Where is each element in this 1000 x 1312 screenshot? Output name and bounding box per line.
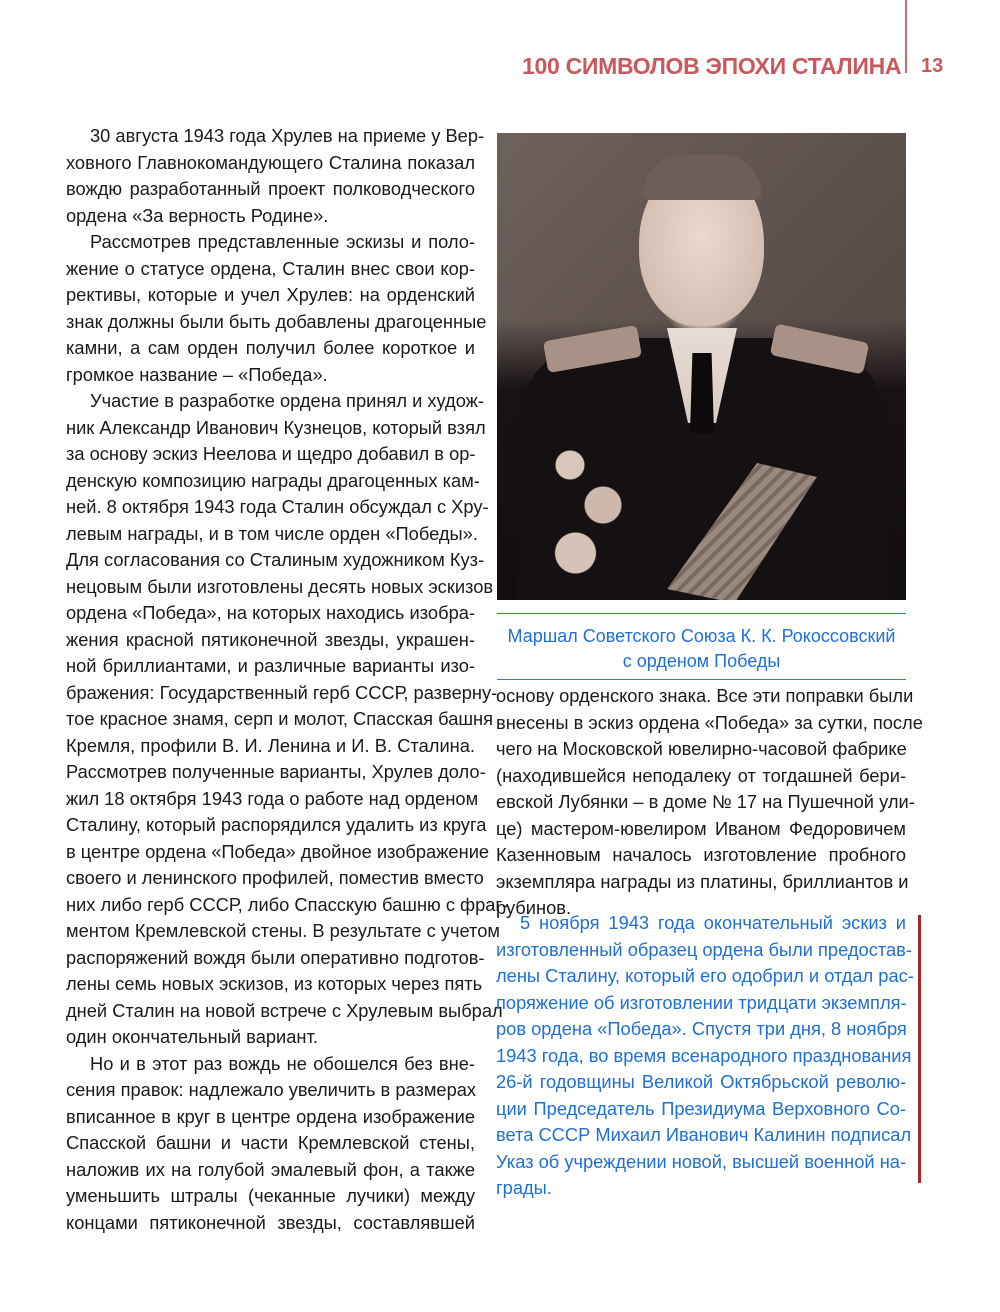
text-line: знак должны были быть добавлены драгоценные — [66, 310, 487, 332]
left-column-text — [66, 123, 509, 1236]
text-line: денскую композицию награды драгоценных кам- — [66, 469, 480, 491]
text-line: 5 ноября 1943 года окончательный эскиз и — [520, 912, 906, 933]
text-line: жение о статусе ордена, Сталин внес свои кор- — [66, 257, 475, 279]
text-line: ции Председатель Президиума Верховного Со- — [496, 1097, 906, 1119]
text-line: один окончательный вариант. — [66, 1026, 318, 1047]
caption-line-2: с орденом Победы — [622, 651, 781, 671]
highlighted-paragraph — [496, 910, 914, 1202]
text-line: це) мастером-ювелиром Иваном Федоровичем — [496, 817, 906, 839]
text-line: внесены в эскиз ордена «Победа» за сутки, после — [496, 711, 923, 733]
highlight-accent-bar — [918, 915, 921, 1183]
text-line: жения красной пятиконечной звезды, украшен- — [66, 628, 475, 650]
text-line: Указ об учреждении новой, высшей военной на- — [496, 1150, 907, 1172]
text-line: Казенновым началось изготовление пробного — [496, 844, 906, 865]
text-line: своего и ленинского профилей, поместив вместо — [66, 867, 484, 888]
text-line: бражения: Государственный герб СССР, разверну- — [66, 681, 498, 703]
right-column-text — [496, 683, 923, 922]
text-line: тое красное знамя, серп и молот, Спасская башня — [66, 708, 494, 729]
header-divider — [905, 0, 907, 73]
text-line: за основу эскиз Неелова и щедро добавил в ор- — [66, 443, 476, 464]
text-line: камни, а сам орден получил более короткое и — [66, 337, 475, 358]
text-line: ной бриллиантами, и различные варианты изо- — [66, 655, 475, 676]
text-line: рективы, которые и учел Хрулев: на орденский — [66, 284, 475, 305]
caption-top-rule — [497, 613, 906, 614]
text-line: в центре ордена «Победа» двойное изображение — [66, 840, 490, 862]
text-line: вождю разработанный проект полководческого — [66, 178, 475, 199]
text-line: лены семь новых эскизов, из которых через пять — [66, 973, 483, 994]
text-line: грады. — [496, 1177, 552, 1198]
photo-caption — [497, 624, 906, 674]
text-line: лены Сталину, который его одобрил и отдал рас- — [496, 965, 914, 986]
text-line: ров ордена «Победа». Спустя три дня, 8 ноября — [496, 1018, 907, 1039]
text-line: 26-й годовщины Великой Октябрьской револю- — [496, 1071, 906, 1092]
text-line: 30 августа 1943 года Хрулев на приеме у Вер- — [90, 125, 485, 146]
text-line: евской Лубянки – в доме № 17 на Пушечной ули- — [496, 791, 915, 812]
text-line: чего на Московской ювелирно-часовой фабрике — [496, 738, 907, 759]
text-line: ордена «Победа», на которых находись изобра- — [66, 602, 475, 623]
text-line: сения правок: надлежало увеличить в размерах — [66, 1079, 477, 1100]
text-line: экземпляра награды из платины, бриллиантов и — [496, 870, 909, 892]
text-line: рубинов. — [496, 897, 572, 918]
text-line: ник Александр Иванович Кузнецов, который взял — [66, 416, 486, 438]
text-line: ментом Кремлевской стены. В результате с учетом — [66, 920, 500, 941]
portrait-photo — [497, 133, 906, 600]
text-line: уменьшить штралы (чеканные лучики) между — [66, 1185, 475, 1206]
page-number: 13 — [921, 55, 944, 77]
text-line: них либо герб СССР, либо Спасскую башню с фраг- — [66, 893, 509, 915]
photo-medals-left — [537, 433, 647, 593]
text-line: Рассмотрев полученные варианты, Хрулев доло- — [66, 761, 486, 782]
photo-tie-shape — [690, 353, 714, 433]
text-line: концами пятиконечной звезды, составлявшей — [66, 1211, 475, 1233]
text-line: Спасской башни и части Кремлевской стены, — [66, 1132, 475, 1153]
text-line: изготовленный образец ордена были предостав- — [496, 938, 912, 960]
text-line: (находившейся неподалеку от тогдашней бери- — [496, 764, 906, 786]
text-line: Участие в разработке ордена принял и худож- — [90, 390, 484, 411]
running-header-title: 100 СИМВОЛОВ ЭПОХИ СТАЛИНА — [522, 53, 902, 79]
caption-bottom-rule — [497, 679, 906, 680]
text-line: Для согласования со Сталиным художником Куз- — [66, 549, 485, 570]
text-line: распоряжений вождя были оперативно подготов- — [66, 946, 485, 968]
caption-line-1: Маршал Советского Союза К. К. Рокоссовский — [507, 626, 896, 646]
text-line: Сталину, который распорядился удалить из круга — [66, 814, 487, 835]
text-line: ховного Главнокомандующего Сталина показал — [66, 151, 475, 173]
text-line: 1943 года, во время всенародного празднования — [496, 1044, 912, 1066]
text-line: левым награды, и в том числе орден «Победы». — [66, 522, 478, 544]
text-line: жил 18 октября 1943 года о работе над орденом — [66, 787, 479, 809]
text-line: основу орденского знака. Все эти поправки были — [496, 685, 914, 706]
photo-hair-shape — [643, 155, 761, 200]
text-line: дней Сталин на новой встрече с Хрулевым выбрал — [66, 999, 503, 1021]
text-line: Рассмотрев представленные эскизы и поло- — [90, 231, 475, 252]
text-line: поряжение об изготовлении тридцати экземпля- — [496, 991, 907, 1013]
text-line: вета СССР Михаил Иванович Калинин подписал — [496, 1124, 912, 1145]
text-line: нецовым были изготовлены десять новых эскизов — [66, 575, 494, 597]
text-line: ордена «За верность Родине». — [66, 204, 329, 226]
text-line: громкое название – «Победа». — [66, 363, 328, 385]
text-line: наложив их на голубой эмалевый фон, а также — [66, 1158, 475, 1180]
text-line: ней. 8 октября 1943 года Сталин обсуждал с Хру- — [66, 496, 489, 517]
text-line: Но и в этот раз вождь не обошелся без вне- — [90, 1052, 475, 1074]
text-line: Кремля, профили В. И. Ленина и И. В. Сталина. — [66, 734, 475, 756]
text-line: вписанное в круг в центре ордена изображение — [66, 1105, 475, 1127]
